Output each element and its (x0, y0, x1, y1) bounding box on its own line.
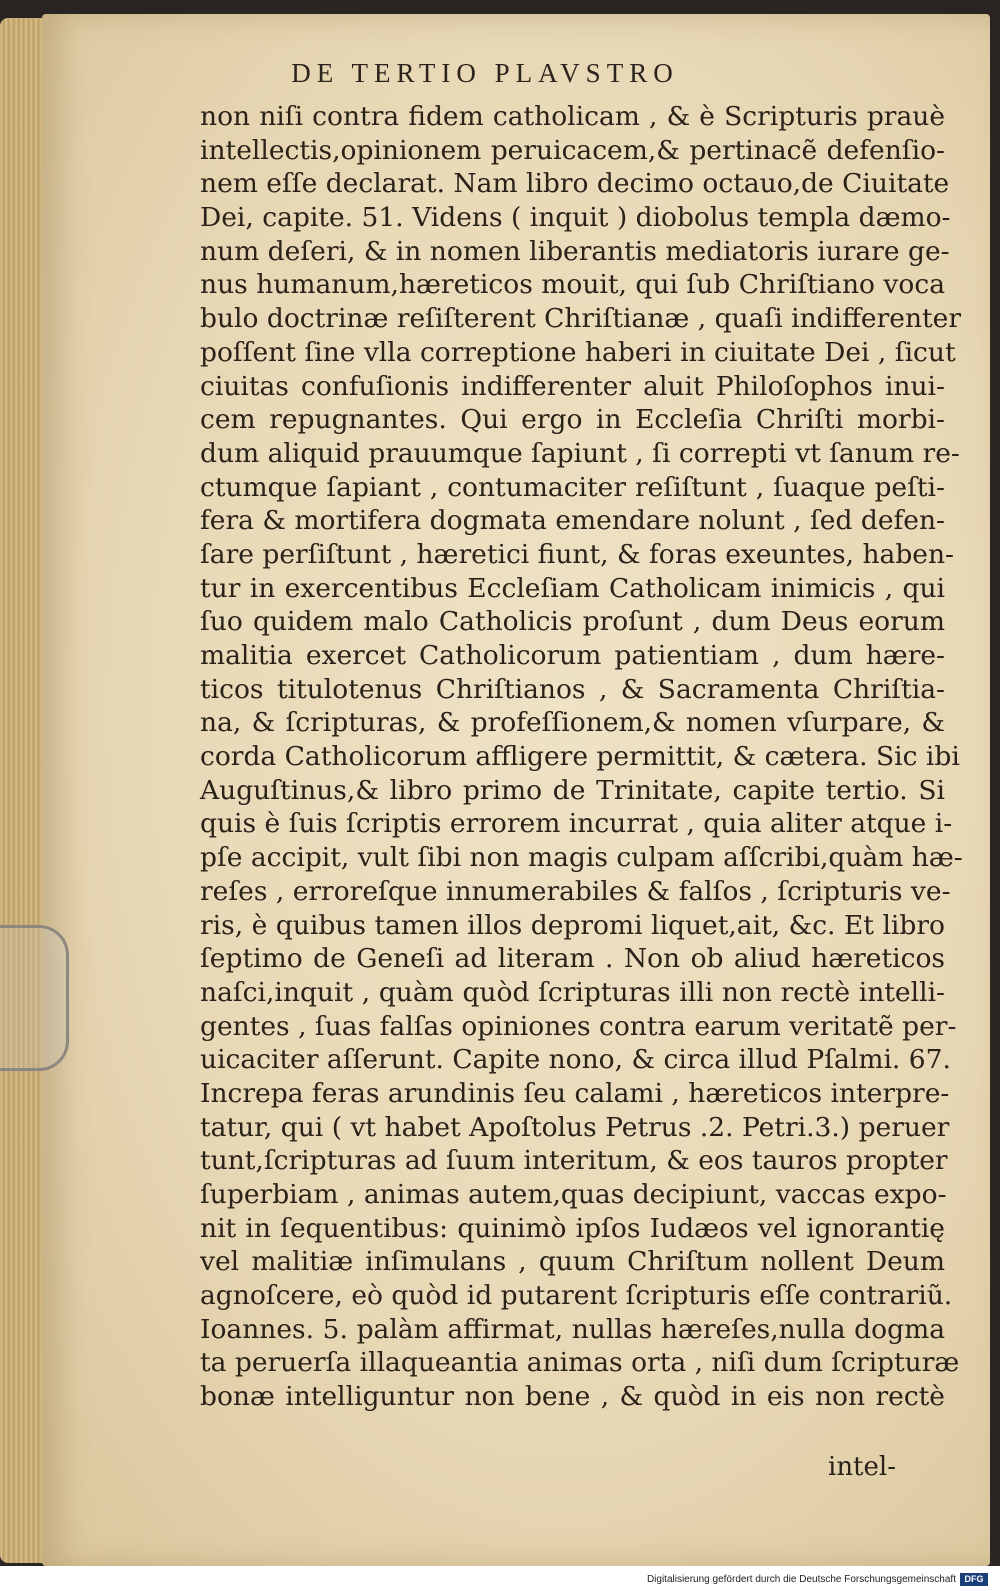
text-line: cem repugnantes. Qui ergo in Eccleſia Chriſti morbi- (200, 404, 945, 436)
text-line: ciuitas confuſionis indifferenter aluit Philoſophos inui- (200, 370, 945, 402)
text-line: tatur, qui ( vt habet Apoſtolus Petrus .2. Petri.3.) peruer (200, 1111, 950, 1143)
text-line: nus humanum,hæreticos mouit, qui ſub Chriſtiano voca (200, 269, 945, 301)
text-line: Increpa feras arundinis ſeu calami , hæreticos interpre- (200, 1077, 950, 1109)
text-line: non niſi contra fidem catholicam , & è Scripturis prauè (200, 101, 945, 132)
text-line: nem eſſe declarat. Nam libro decimo octauo,de Ciuitate (200, 168, 950, 200)
digitization-credit: Digitalisierung gefördert durch die Deutsche Forschungsgemeinschaft (646, 1574, 956, 1585)
body-text (200, 100, 963, 1414)
running-head: DE TERTIO PLAVSTRO (291, 58, 679, 88)
text-line: Auguſtinus,& libro primo de Trinitate, capite tertio. Si (200, 774, 945, 806)
text-line: quis è ſuis ſcriptis errorem incurrat , quia aliter atque i- (200, 808, 953, 840)
text-line: malitia exercet Catholicorum patientiam , dum hære- (200, 640, 945, 671)
text-line: ſuperbiam , animas autem,quas decipiunt, vaccas expo- (200, 1179, 947, 1210)
text-line: vel malitiæ inſimulans , quum Chriſtum nollent Deum (200, 1246, 945, 1278)
text-line: Dei, capite. 51. Videns ( inquit ) diobolus templa dæmo- (200, 202, 951, 234)
text-line: dum aliquid prauumque ſapiunt , ſi correpti vt ſanum re- (200, 437, 960, 469)
text-line: pſe accipit, vult ſibi non magis culpam aſſcribi,quàm hæ- (200, 842, 963, 874)
text-line: corda Catholicorum affligere permittit, & cætera. Sic ibi (200, 741, 960, 773)
catchword: intel- (828, 1452, 896, 1482)
text-line: naſci,inquit , quàm quòd ſcripturas illi non rectè intelli- (200, 976, 945, 1008)
text-line: tunt,ſcripturas ad ſuum interitum, & eos tauros propter (200, 1145, 948, 1177)
text-line: ſuo quidem malo Catholicis proſunt , dum Deus eorum (200, 606, 945, 638)
text-line: agnoſcere, eò quòd id putarent ſcripturis eſſe contrariũ. (200, 1280, 953, 1312)
text-line: nit in ſequentibus: quinimò ipſos Iudæos vel ignorantię (200, 1212, 945, 1244)
text-line: Ioannes. 5. palàm affirmat, nullas hæreſes,nulla dogma (200, 1313, 945, 1345)
text-line: num deſeri, & in nomen liberantis mediatoris iurare ge- (200, 235, 950, 267)
text-line: ticos titulotenus Chriſtianos , & Sacramenta Chriſtia- (200, 673, 945, 705)
text-line: ctumque ſapiant , contumaciter reſiſtunt , ſuaque peſti- (200, 471, 945, 503)
page-clip (0, 925, 69, 1071)
text-line: gentes , ſuas falſas opiniones contra earum veritatẽ per- (200, 1010, 957, 1042)
text-line: reſes , erroreſque innumerabiles & falſos , ſcripturis ve- (200, 875, 951, 907)
dfg-logo: DFG (960, 1573, 988, 1586)
text-line: ris, è quibus tamen illos depromi liquet,ait, &c. Et libro (200, 909, 945, 941)
text-line: poſſent ſine vlla correptione haberi in ciuitate Dei , ſicut (200, 336, 956, 368)
text-line: na, & ſcripturas, & profeſſionem,& nomen vſurpare, & (200, 707, 945, 739)
text-line: intellectis,opinionem peruicacem,& pertinacẽ defenſio- (200, 134, 945, 166)
text-line: tur in exercentibus Eccleſiam Catholicam inimicis , qui (200, 572, 945, 604)
text-line: ſare perſiſtunt , hæretici fiunt, & foras exeuntes, haben- (200, 538, 955, 570)
text-line: bulo doctrinæ reſiſterent Chriſtianæ , quaſi indifferenter (200, 303, 962, 335)
text-line: bonæ intelliguntur non bene , & quòd in eis non rectè (200, 1381, 945, 1413)
text-line: ſeptimo de Geneſi ad literam . Non ob aliud hæreticos (200, 943, 945, 975)
text-line: ta peruerſa illaqueantia animas orta , niſi dum ſcripturæ (200, 1347, 960, 1379)
text-line: uicaciter aſſerunt. Capite nono, & circa illud Pſalmi. 67. (200, 1044, 951, 1076)
text-line: fera & mortifera dogmata emendare nolunt , ſed defen- (200, 505, 946, 537)
